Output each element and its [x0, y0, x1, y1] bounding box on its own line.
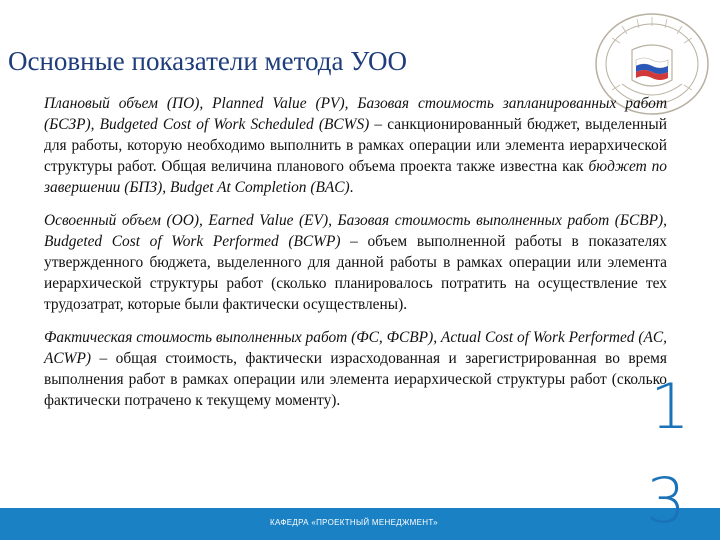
page-title: Основные показатели метода УОО — [8, 46, 408, 76]
paragraph-actual-cost — [44, 327, 667, 411]
definition-earned-value: – объем выполненной работы в показателях утвержденного бюджета, выделенного для данной работы в рамках операции или элемента иерархической структуры работ (сколько планировалось потратить на осуществление тех трудозатрат, которые были фактически осуществлены). — [44, 233, 667, 313]
term-actual-cost: Фактическая стоимость выполненных работ (ФС, ФСВР), Actual Cost of Work Performed (AC, ACWP) — [44, 329, 667, 367]
content-body — [44, 93, 667, 423]
term-budget-at-completion: бюджет по завершении (БПЗ), Budget At Completion (BAC) — [44, 158, 667, 196]
page-number-digit-2: 3 — [646, 464, 686, 537]
page-number-digit-1: 1 — [650, 370, 690, 443]
paragraph-planned-value — [44, 93, 667, 198]
definition-actual-cost: – общая стоимость, фактически израсходованная и зарегистрированная во время выполнения работ в рамках операции или элемента иерархической структуры работ (сколько фактически потрачено к текущему моменту). — [44, 350, 667, 409]
paragraph-end: . — [349, 179, 354, 196]
term-planned-value: Плановый объем (ПО), Planned Value (PV), Базовая стоимость запланированных работ (БСЗР), Budgeted Cost of Work Scheduled (BCWS) — [44, 95, 667, 133]
definition-planned-value: – санкционированный бюджет, выделенный для работы, которую необходимо выполнить в рамках операции или элемента иерархической структуры работ. Общая величина планового объема проекта также известна как — [44, 116, 667, 175]
footer-department-label: КАФЕДРА «ПРОЕКТНЫЙ МЕНЕДЖМЕНТ» — [270, 518, 438, 527]
paragraph-earned-value — [44, 210, 667, 315]
term-earned-value: Освоенный объем (ОО), Earned Value (EV), Базовая стоимость выполненных работ (БСВР), Budgeted Cost of Work Performed (BCWP) — [44, 212, 667, 250]
